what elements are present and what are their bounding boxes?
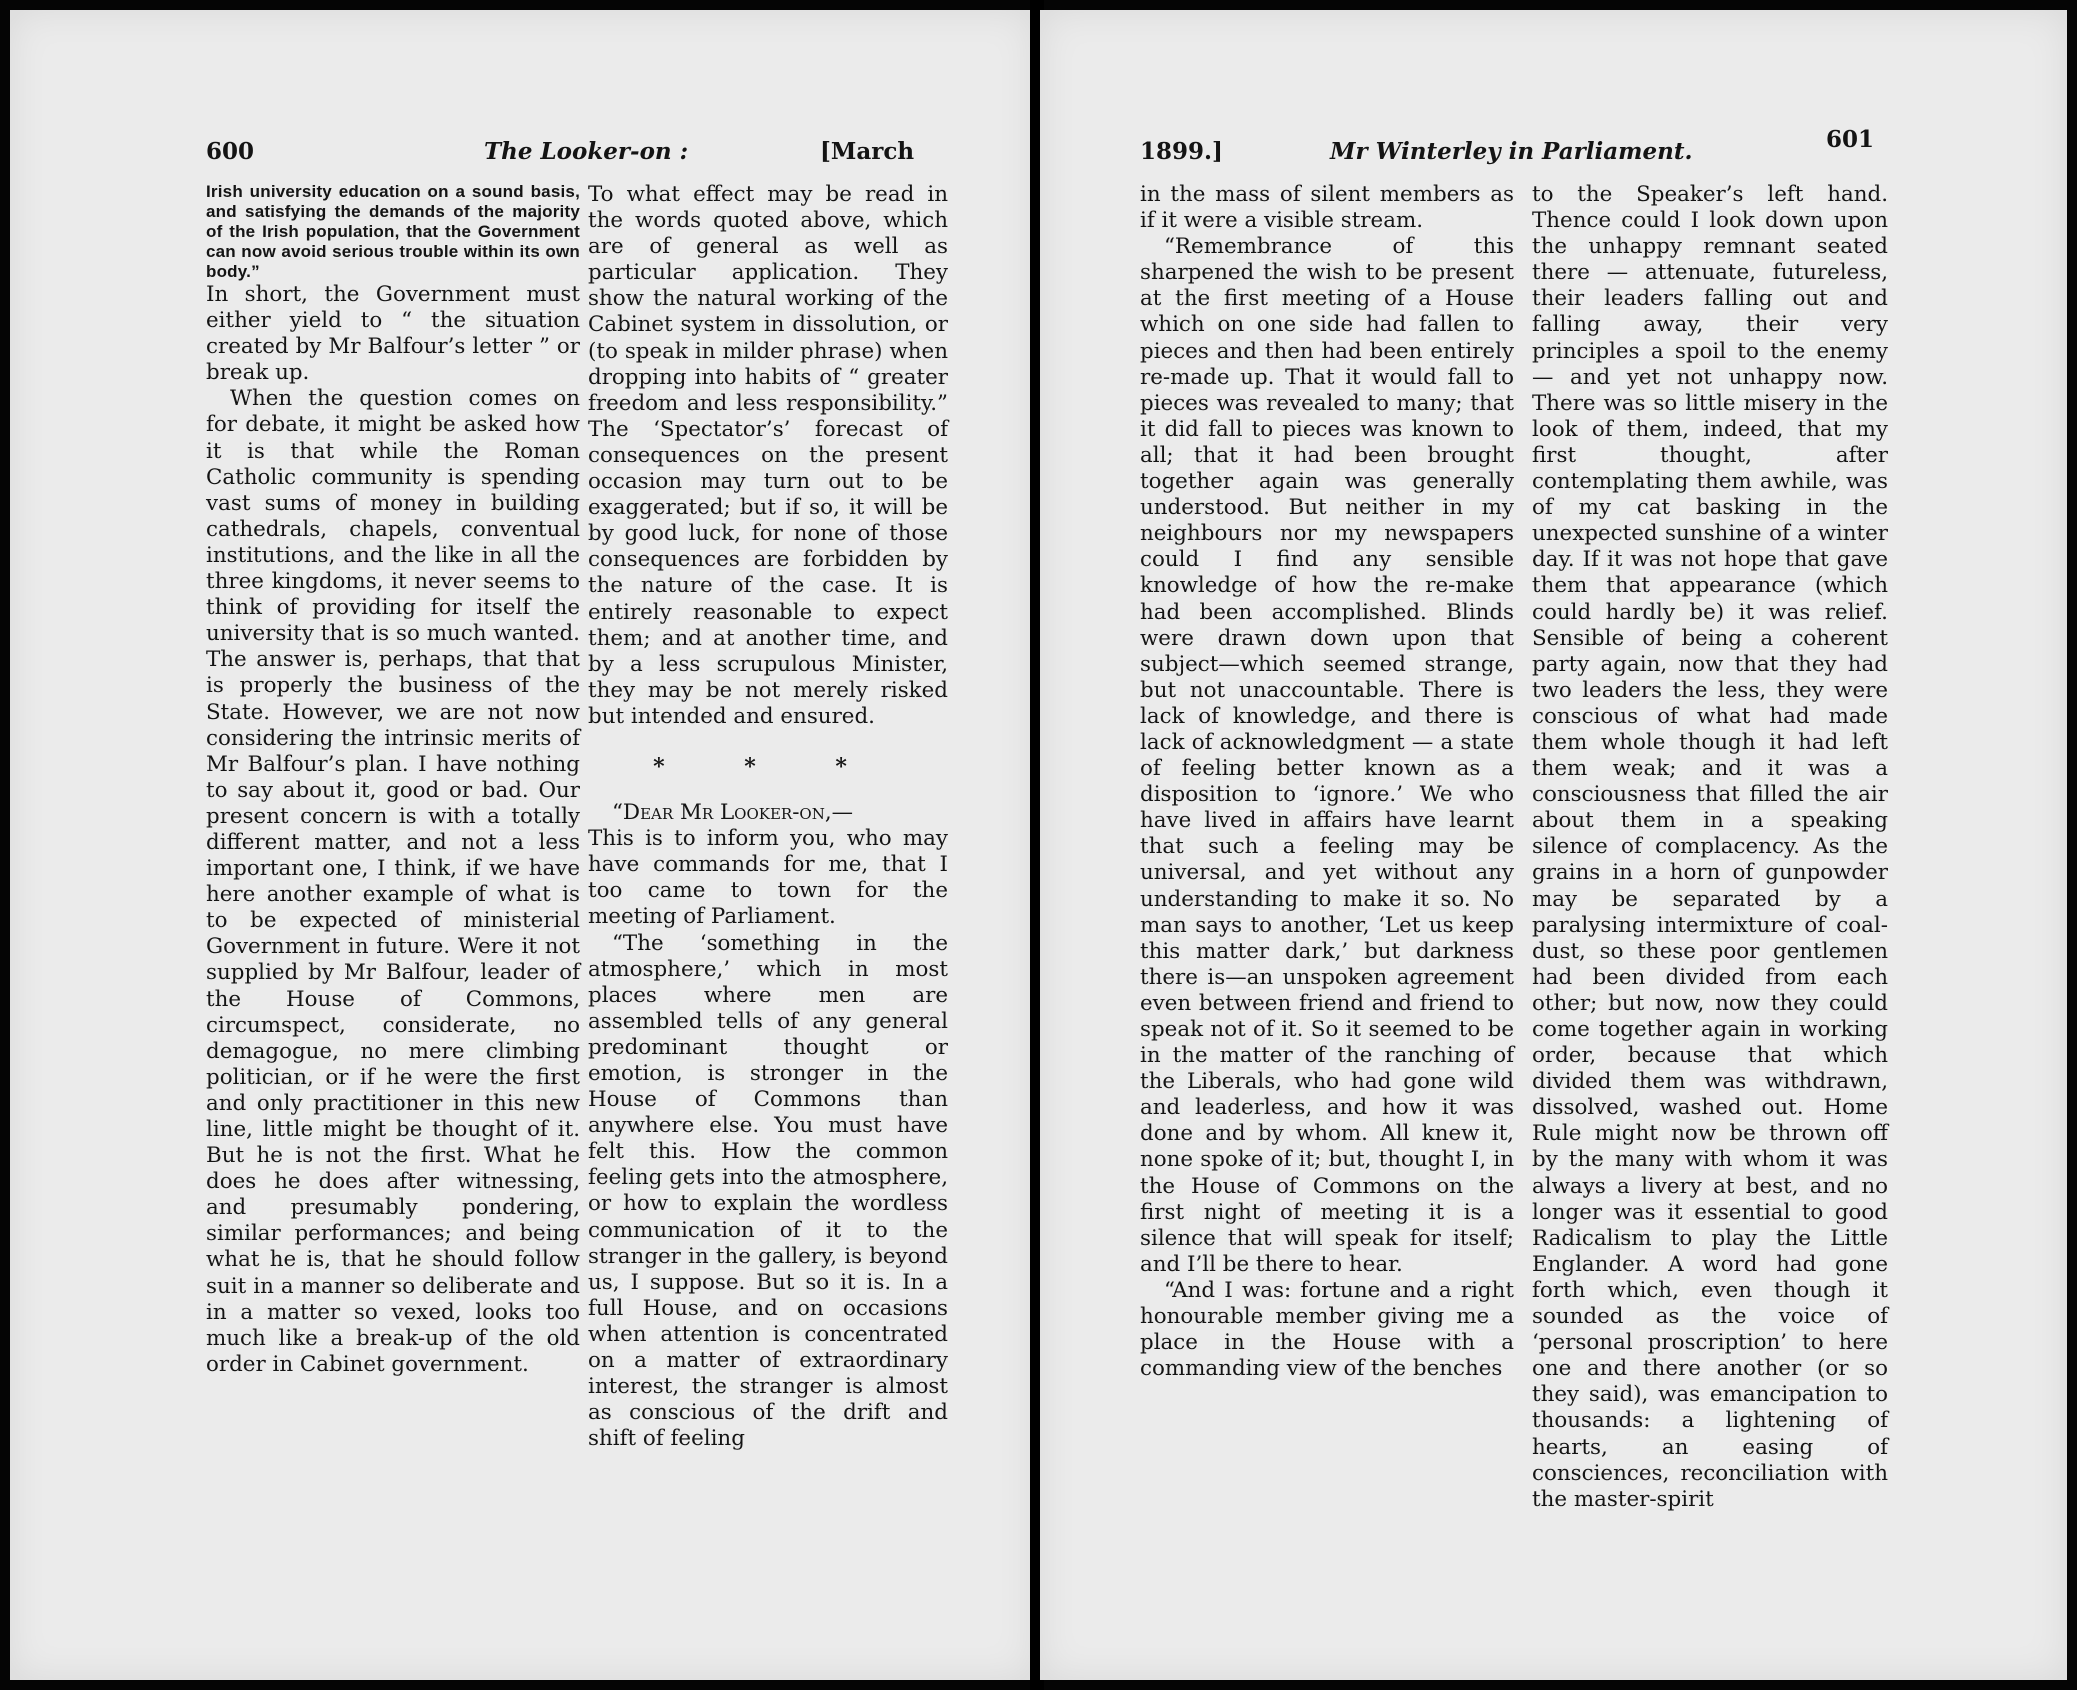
paragraph: “The ‘something in the atmosphere,’ which in most places where men are assembled tells of any general predominant thought or emotion, is stronger in the House of Commons than anywhere else. You must have felt this. How the common feeling gets into the atmosphere, or how to explain the wordless communication of it to the stranger in the gallery, is beyond us, I suppose. But so it is. In a full House, and on occasions when attention is concentrated on a matter of extraordinary interest, the stranger is almost as conscious of the drift and shift of feeling bbox=[588, 930, 948, 1452]
left-running-head bbox=[10, 138, 1034, 174]
running-title: Mr Winterley in Parliament. bbox=[1330, 138, 1693, 165]
right-column-2 bbox=[1532, 182, 1888, 1513]
section-break: * * * bbox=[653, 753, 883, 780]
paragraph: to the Speaker’s left hand. Thence could I look down upon the unhappy remnant seated there — attenuate, futureless, their leaders falling out and falling away, their very principles a spoil to the enemy — and yet not unhappy now. There was so little misery in the look of them, indeed, that my first thought, after contemplating them awhile, was of my cat basking in the unexpected sunshine of a winter day. If it was not hope that gave them that appearance (which could hardly be) it was relief. Sensible of being a coherent party again, now that they had two leaders the less, they were conscious of what had made them whole though it had left them weak; and it was a consciousness that filled the air about them in a speaking silence of complacency. As the grains in a horn of gunpowder may be separated by a paralysing intermixture of coal-dust, so these poor gentlemen had been divided from each other; but now, now they could come together again in working order, because that which divided them was withdrawn, dissolved, washed out. Home Rule might now be thrown off by the many with whom it was always a livery at best, and no longer was it essential to good Radicalism to play the Little Englander. A word had gone forth which, even though it sounded as the voice of ‘personal proscription’ to here one and there another (or so they said), was emancipation to thousands: a lightening of hearts, an easing of consciences, reconciliation with the master-spirit bbox=[1532, 182, 1888, 1512]
left-column-1 bbox=[206, 182, 580, 1378]
running-year: 1899.] bbox=[1140, 138, 1223, 165]
paragraph: In short, the Government must either yield to “ the situation created by Mr Balfour’s letter ” or break up. bbox=[206, 282, 580, 386]
running-month: [March bbox=[820, 138, 915, 165]
left-column-2 bbox=[588, 182, 948, 1452]
paragraph: To what effect may be read in the words quoted above, which are of general as well as particular application. They show the natural working of the Cabinet system in dissolution, or (to speak in milder phrase) when dropping into habits of “ greater freedom and less responsibility.” The ‘Spectator’s’ forecast of consequences on the present occasion may turn out to be exaggerated; but if so, it will be by good luck, for none of those consequences are forbidden by the nature of the case. It is entirely reasonable to expect them; and at another time, and by a less scrupulous Minister, they may be not merely risked but intended and ensured. bbox=[588, 182, 948, 729]
right-column-1 bbox=[1140, 182, 1514, 1382]
right-page bbox=[1040, 10, 2067, 1680]
page-number: 600 bbox=[206, 138, 255, 165]
letter-salutation: “Dear Mr Looker-on,— bbox=[612, 800, 854, 826]
paragraph: When the question comes on for debate, it might be asked how it is that while the Roman Catholic community is spending vast sums of money in building cathedrals, chapels, conventual institutions, and the like in all the three kingdoms, it never seems to think of providing for itself the university that is so much wanted. The answer is, perhaps, that that is properly the business of the State. However, we are not now considering the intrinsic merits of Mr Balfour’s plan. I have nothing to say about it, good or bad. Our present concern is with a totally different matter, and not a less important one, I think, if we have here another example of what is to be expected of ministerial Government in future. Were it not supplied by Mr Balfour, leader of the House of Commons, circumspect, considerate, no demagogue, no mere climbing politician, or if he were the first and only practitioner in this new line, little might be thought of it. But he is not the first. What he does he does after witnessing, and presumably pondering, similar performances; and being what he is, that he should follow suit in a manner so deliberate and in a matter so vexed, looks too much like a break-up of the old order in Cabinet government. bbox=[206, 386, 580, 1377]
right-running-head bbox=[1040, 126, 2067, 174]
paragraph: “Remembrance of this sharpened the wish to be present at the first meeting of a House which on one side had fallen to pieces and then had been entirely re-made up. That it would fall to pieces was revealed to many; that it did fall to pieces was known to all; that it had been brought together again was generally understood. But neither in my neighbours nor my newspapers could I find any sensible knowledge of how the re-make had been accomplished. Blinds were drawn down upon that subject—which seemed strange, but not unaccountable. There is lack of knowledge, and there is lack of acknowledgment — a state of feeling better known as a disposition to ‘ignore.’ We who have lived in affairs have learnt that such a feeling may be universal, and yet without any understanding to make it so. No man says to another, ‘Let us keep this matter dark,’ but darkness there is—an unspoken agreement even between friend and friend to speak not of it. So it seemed to be in the matter of the ranching of the Liberals, who had gone wild and leaderless, and how it was done and by whom. All knew it, none spoke of it; but, thought I, in the House of Commons on the first night of meeting it is a silence that will speak for itself; and I’ll be there to hear. bbox=[1140, 234, 1514, 1277]
page-number: 601 bbox=[1826, 126, 1875, 153]
paragraph: “And I was: fortune and a right honourable member giving me a place in the House with a commanding view of the benches bbox=[1140, 1277, 1514, 1382]
left-page bbox=[10, 10, 1034, 1680]
paragraph: This is to inform you, who may have commands for me, that I too came to town for the meeting of Parliament. bbox=[588, 826, 948, 930]
quote-end: Irish university education on a sound basis, and satisfying the demands of the majority of the Irish population, that the Government can now avoid serious trouble within its own body.” bbox=[206, 182, 580, 281]
running-title: The Looker-on : bbox=[484, 138, 689, 165]
paragraph: in the mass of silent members as if it were a visible stream. bbox=[1140, 182, 1514, 234]
